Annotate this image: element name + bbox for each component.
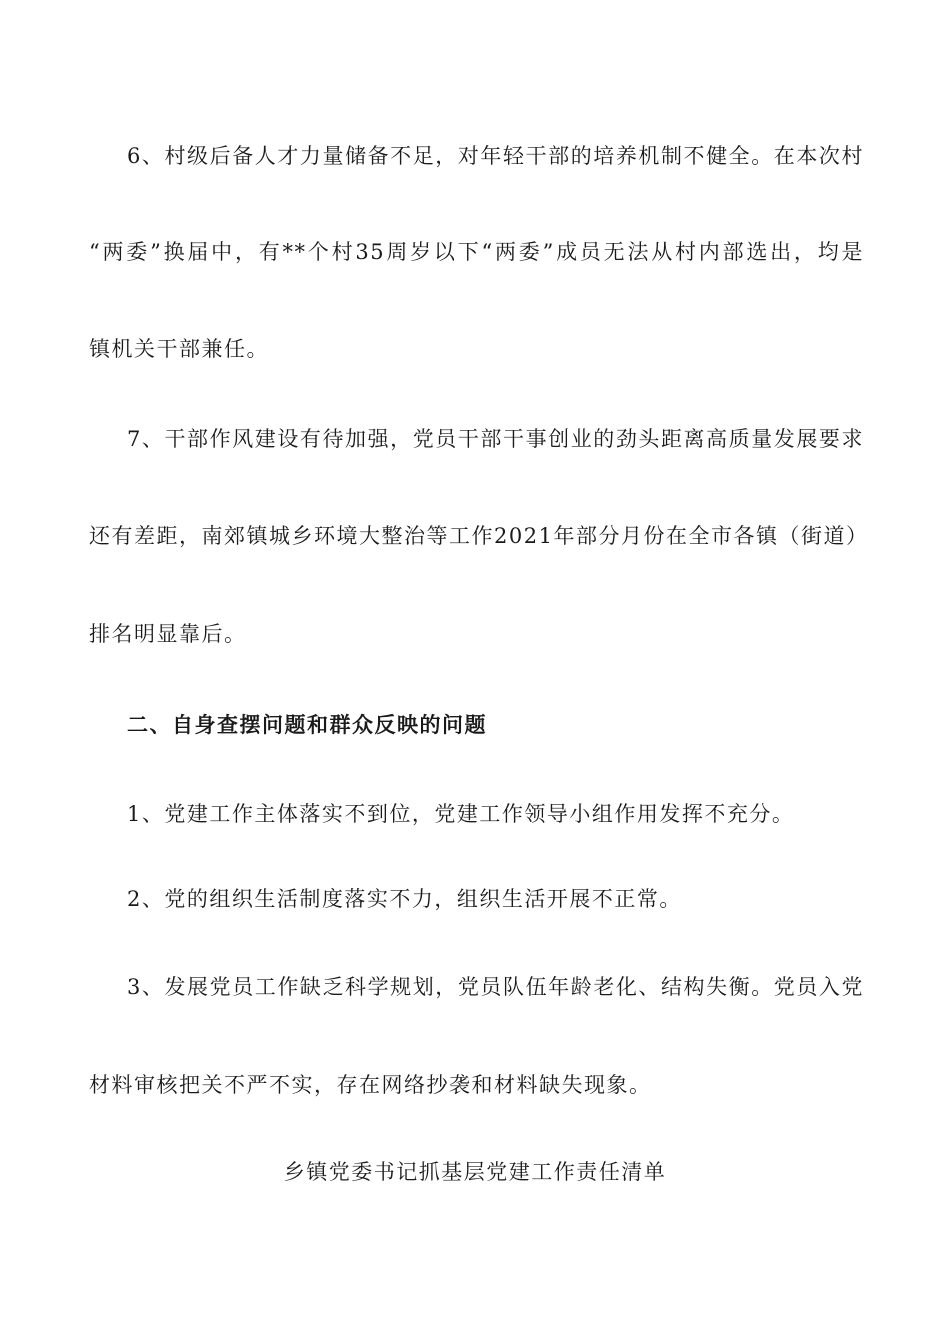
paragraph-line: 排名明显靠后。 [89,622,247,646]
closing-title: 乡镇党委书记抓基层党建工作责任清单 [283,1160,667,1184]
list-item: 1、党建工作主体落实不到位，党建工作领导小组作用发挥不充分。 [127,802,795,826]
paragraph-line: “两委”换届中，有**个村35周岁以下“两委”成员无法从村内部选出，均是 [89,240,864,264]
list-item-continuation: 材料审核把关不严不实，存在网络抄袭和材料缺失现象。 [89,1073,652,1097]
paragraph-line: 还有差距，南郊镇城乡环境大整治等工作2021年部分月份在全市各镇（街道） [89,524,869,548]
paragraph-line: 7、干部作风建设有待加强，党员干部干事创业的劲头距离高质量发展要求 [127,427,864,451]
list-item: 3、发展党员工作缺乏科学规划，党员队伍年龄老化、结构失衡。党员入党 [127,975,864,999]
list-item: 2、党的组织生活制度落实不力，组织生活开展不正常。 [127,887,682,911]
paragraph-line: 6、村级后备人才力量储备不足，对年轻干部的培养机制不健全。在本次村 [127,144,864,168]
section-heading: 二、自身查摆问题和群众反映的问题 [127,713,487,737]
paragraph-line: 镇机关干部兼任。 [89,337,269,361]
